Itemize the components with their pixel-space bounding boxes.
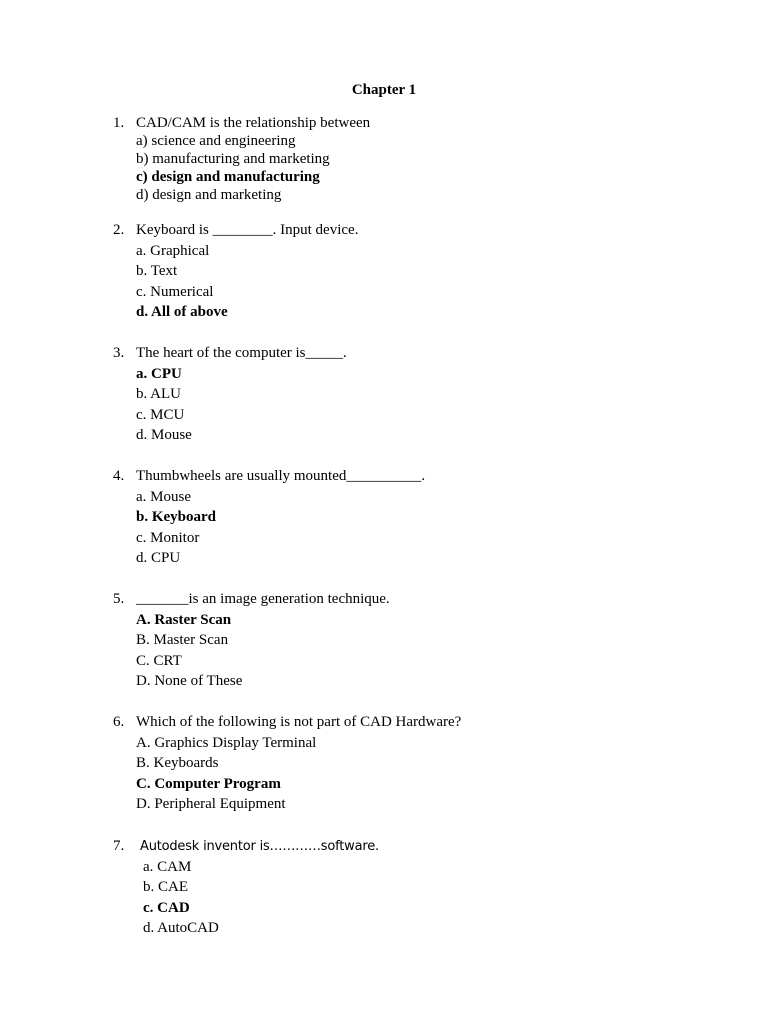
option-c: C. CRT — [136, 653, 182, 669]
question-stem: Autodesk inventor is…………software. — [140, 839, 379, 854]
question-stem: _______is an image generation technique. — [136, 591, 390, 607]
question-number: 2. — [113, 222, 125, 238]
option-a: a. CAM — [143, 859, 192, 875]
option-d: D. None of These — [136, 673, 243, 689]
question-stem: Keyboard is ________. Input device. — [136, 222, 359, 238]
option-c: c. Monitor — [136, 530, 200, 546]
option-b: b. CAE — [143, 879, 188, 895]
option-c-answer: c) design and manufacturing — [136, 169, 320, 185]
option-b-answer: b. Keyboard — [136, 509, 217, 525]
option-a-answer: A. Raster Scan — [136, 612, 232, 628]
option-a: a. Graphical — [136, 243, 210, 259]
question-stem: Thumbwheels are usually mounted__________. — [136, 468, 426, 484]
question-stem: Which of the following is not part of CAD Hardware? — [136, 714, 462, 730]
question-stem: The heart of the computer is_____. — [136, 345, 347, 361]
option-b: B. Keyboards — [136, 755, 219, 771]
question-number: 1. — [113, 115, 125, 131]
option-b: B. Master Scan — [136, 632, 229, 648]
option-d: d. Mouse — [136, 427, 192, 443]
option-d: D. Peripheral Equipment — [136, 796, 286, 812]
option-b: b) manufacturing and marketing — [136, 151, 330, 167]
option-c: c. MCU — [136, 407, 185, 423]
question-number: 3. — [113, 345, 125, 361]
option-b: b. Text — [136, 263, 178, 279]
option-c: c. Numerical — [136, 284, 214, 300]
option-b: b. ALU — [136, 386, 181, 402]
option-c-answer: C. Computer Program — [136, 776, 281, 792]
option-a: A. Graphics Display Terminal — [136, 735, 317, 751]
question-stem: CAD/CAM is the relationship between — [136, 115, 371, 131]
question-number: 4. — [113, 468, 125, 484]
option-a-answer: a. CPU — [136, 366, 182, 382]
question-number: 6. — [113, 714, 125, 730]
option-d: d. AutoCAD — [143, 920, 219, 936]
option-d: d. CPU — [136, 550, 181, 566]
question-number: 7. — [113, 838, 125, 854]
option-a: a. Mouse — [136, 489, 191, 505]
option-d: d) design and marketing — [136, 187, 282, 203]
option-c-answer: c. CAD — [143, 900, 190, 916]
option-a: a) science and engineering — [136, 133, 296, 149]
chapter-title: Chapter 1 — [351, 82, 417, 98]
question-number: 5. — [113, 591, 125, 607]
option-d-answer: d. All of above — [136, 304, 228, 320]
